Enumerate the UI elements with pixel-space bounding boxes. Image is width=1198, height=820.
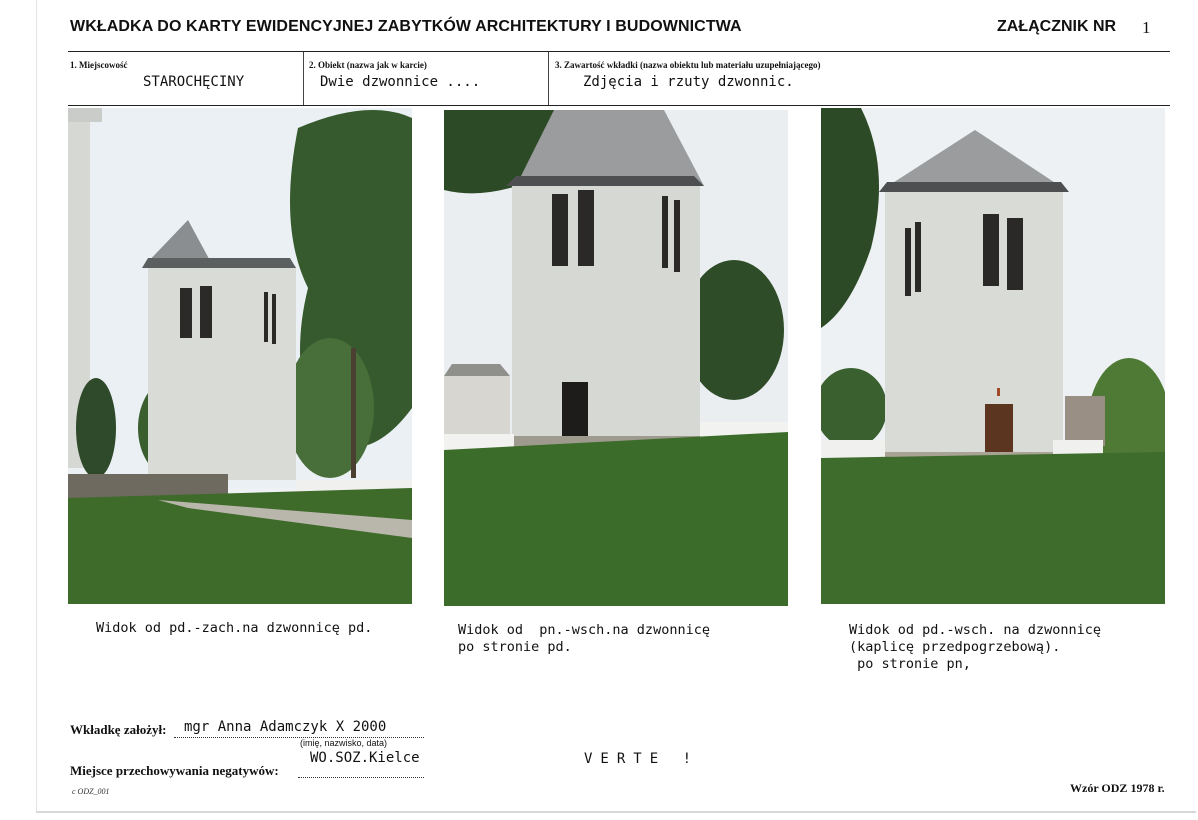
photo-southeast-view <box>821 108 1165 604</box>
annex-label: ZAŁĄCZNIK NR <box>997 18 1117 35</box>
field-divider <box>548 52 549 106</box>
storage-label: Miejsce przechowywania negatywów: <box>70 763 279 778</box>
field-locality-value: STAROCHĘCINY <box>143 74 245 90</box>
field-content-value: Zdjęcia i rzuty dzwonnic. <box>583 74 794 90</box>
photo-caption: Widok od pd.-wsch. na dzwonnicę (kaplicę przedpogrzebową). po stronie pn, <box>849 622 1101 672</box>
verte-note: VERTE ! <box>584 751 700 767</box>
field-divider <box>303 52 304 106</box>
form-code: c ODZ_001 <box>72 787 110 796</box>
photo-northeast-view <box>444 110 788 606</box>
annex-number: 1 <box>1142 18 1151 37</box>
field-locality-label: 1. Miejscowość <box>70 60 128 70</box>
storage-dotted-line <box>298 776 424 778</box>
template-note: Wzór ODZ 1978 r. <box>1070 781 1165 795</box>
field-object-value: Dwie dzwonnice .... <box>320 74 481 90</box>
header-rule-top <box>68 51 1170 52</box>
field-content-label: 3. Zawartość wkładki (nazwa obiektu lub materiału uzupełniającego) <box>555 60 821 70</box>
storage-value: WO.SOZ.Kielce <box>310 750 420 766</box>
founder-hint: (imię, nazwisko, data) <box>300 738 388 748</box>
page-bottom-edge <box>36 811 1196 813</box>
document-title: WKŁADKA DO KARTY EWIDENCYJNEJ ZABYTKÓW ARCHITEKTURY I BUDOWNICTWA <box>70 18 742 35</box>
page-edge <box>36 0 37 812</box>
photo-southwest-view <box>68 108 412 604</box>
photo-caption: Widok od pn.-wsch.na dzwonnicę po stronie pd. <box>458 622 710 655</box>
field-object-label: 2. Obiekt (nazwa jak w karcie) <box>309 60 427 70</box>
photo-caption: Widok od pd.-zach.na dzwonnicę pd. <box>96 620 373 636</box>
founder-label: Wkładkę założył: <box>70 722 167 737</box>
header-rule-bottom <box>68 105 1170 106</box>
founder-value: mgr Anna Adamczyk X 2000 <box>184 719 387 735</box>
